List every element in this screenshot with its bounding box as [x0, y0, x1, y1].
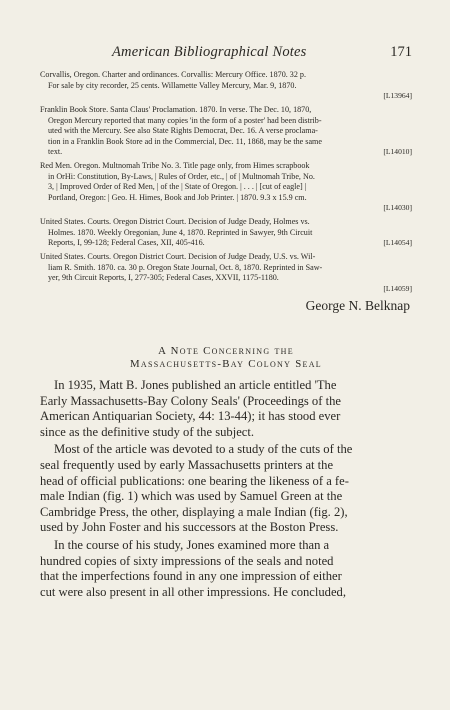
entry-line: in OrHi: Constitution, By-Laws, | Rules of Order, etc., | of | Multnomah Tribe, No.	[48, 171, 315, 181]
entry-line: For sale by city recorder, 25 cents. Willamette Valley Mercury, Mar. 9, 1870.	[48, 80, 297, 90]
entry-line: liam R. Smith. 1870. ca. 30 p. Oregon State Journal, Oct. 8, 1870. Reprinted in Saw-	[48, 262, 323, 272]
entry-reference: [L14010]	[383, 147, 412, 157]
bibliography-entry	[40, 252, 412, 294]
text-line: male Indian (fig. 1) which was used by Samuel Green at the	[40, 489, 343, 504]
entry-line: Red Men. Oregon. Multnomah Tribe No. 3. Title page only, from Himes scrapbook	[40, 161, 310, 171]
entry-line: Franklin Book Store. Santa Claus' Proclamation. 1870. In verse. The Dec. 10, 1870,	[40, 105, 312, 115]
entry-line-text: text.	[48, 147, 63, 157]
text-line: Cambridge Press, the other, displaying a male Indian (fig. 2),	[40, 504, 348, 519]
bibliography-entry	[40, 105, 412, 158]
page-header	[40, 44, 412, 62]
entry-line: United States. Courts. Oregon District Court. Decision of Judge Deady, U.S. vs. Wil-	[40, 252, 316, 262]
entry-reference: [L14030]	[383, 203, 412, 213]
paragraph	[40, 378, 412, 440]
text-line: hundred copies of sixty impressions of the seals and noted	[40, 553, 334, 568]
bibliography-entry	[40, 217, 412, 249]
text-line: In 1935, Matt B. Jones published an article entitled 'The	[54, 378, 337, 392]
paragraph	[40, 442, 412, 536]
entry-reference: [L14054]	[383, 238, 412, 248]
entry-line: Holmes. 1870. Weekly Oregonian, June 4, 1870. Reprinted in Sawyer, 9th Circuit	[48, 227, 313, 237]
text-line: seal frequently used by early Massachusetts printers at the	[40, 457, 334, 472]
entry-line: Corvallis, Oregon. Charter and ordinances. Corvallis: Mercury Office. 1870. 32 p.	[40, 70, 306, 79]
entry-line: yer, 9th Circuit Reports, I, 277-305; Federal Cases, XXVII, 1175-1180.	[48, 273, 279, 283]
entry-line: United States. Courts. Oregon District Court. Decision of Judge Deady, Holmes vs.	[40, 217, 310, 227]
entry-line	[40, 238, 412, 249]
text-line: American Antiquarian Society, 44: 13-44); it has stood ever	[40, 409, 341, 424]
running-title: American Bibliographical Notes	[112, 44, 307, 60]
text-line: since as the definitive study of the subject.	[40, 424, 255, 439]
text-line: In the course of his study, Jones examined more than a	[54, 537, 330, 552]
entry-reference: [L13964]	[383, 91, 412, 100]
text-line: cut were also present in all other impressions. He concluded,	[40, 584, 347, 599]
entry-line: 3, | Improved Order of Red Men, | of the | State of Oregon. | . . . | [cut of eagle] |	[48, 182, 307, 192]
text-line: Early Massachusetts-Bay Colony Seals' (Proceedings of the	[40, 393, 341, 408]
text-line: Most of the article was devoted to a study of the cuts of the	[54, 442, 353, 457]
entry-line: tion in a Franklin Book Store ad in the Commercial, Dec. 11, 1868, may be the same	[48, 136, 322, 146]
entry-line: Portland, Oregon: | Geo. H. Himes, Book and Job Printer. | 1870. 9.3 x 15.9 cm.	[48, 192, 307, 202]
bibliography-entry	[40, 161, 412, 214]
entry-line: Oregon Mercury reported that many copies 'in the form of a poster' had been distrib-	[48, 115, 322, 125]
text-line: that the imperfections found in any one impression of either	[40, 569, 342, 584]
article-body	[40, 378, 412, 602]
paragraph	[40, 538, 412, 600]
page-number: 171	[390, 44, 412, 60]
section-title-line: A Note Concerning the	[158, 345, 294, 357]
text-line: head of official publications: one bearing the likeness of a fe-	[40, 473, 349, 488]
author-signature: George N. Belknap	[305, 298, 410, 313]
bibliography-entries	[40, 70, 412, 298]
entry-reference: [L14059]	[383, 283, 412, 293]
section-title-line: Massachusetts-Bay Colony Seal	[130, 358, 322, 370]
text-line: used by John Foster and his successors at the Boston Press.	[40, 520, 339, 535]
entry-line-text: Reports, I, 99-128; Federal Cases, XII, 405-416.	[48, 238, 205, 248]
section-title	[40, 345, 412, 371]
bibliography-entry	[40, 70, 412, 102]
entry-line: uted with the Mercury. See also State Rights Democrat, Dec. 16. A verse proclama-	[48, 126, 318, 136]
entry-line	[40, 147, 412, 158]
